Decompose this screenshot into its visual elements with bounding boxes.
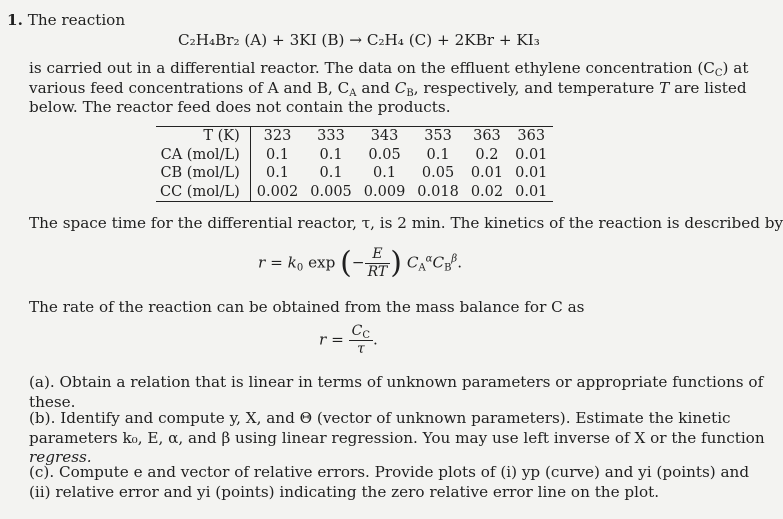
table-cell: 0.002 [250, 183, 304, 202]
table-cell: 333 [304, 127, 358, 146]
plus-sign: + [437, 31, 450, 49]
part-b: (b). Identify and compute y, X, and Θ (vector of unknown parameters). Estimate the kinetic parameters k₀, E, α, and β using linear regression. You may use left inverse of X or the function regress. [29, 409, 765, 466]
product-kbr: 2KBr [454, 31, 495, 49]
table-cell: 0.1 [426, 146, 450, 163]
plus-sign: + [272, 31, 285, 49]
table-row [156, 146, 553, 165]
reactant-a: C₂H₄Br₂ (A) [178, 31, 268, 49]
product-ki3: KI₃ [516, 31, 540, 49]
table-row [156, 183, 553, 202]
table-cell: 0.005 [304, 183, 358, 202]
table-cell: 0.1 [319, 146, 343, 163]
part-c: (c). Compute e and vector of relative errors. Provide plots of (i) yp (curve) and yi (points) and (ii) relative error and yi (points) indicating the zero relative error line on the plot. [29, 463, 750, 501]
row-label: CC (mol/L) [156, 183, 250, 202]
row-label: T (K) [156, 127, 250, 146]
part-a: (a). Obtain a relation that is linear in terms of unknown parameters or appropriate functions of these. [29, 373, 764, 411]
rate-balance-lhs: r = [319, 330, 344, 349]
activation-fraction: $\frac{E}{RT}$ [365, 246, 391, 281]
table-cell: 0.05 [368, 146, 401, 163]
row-label: CA (mol/L) [156, 146, 250, 165]
row-label: CB (mol/L) [156, 164, 250, 183]
table-cell: 343 [358, 127, 412, 146]
rate-equation: $r = k_0$ exp (− $\frac{E}{RT}$ ) $C_A^\alpha C_B^\beta$. [258, 245, 463, 281]
exp-function: exp [308, 253, 336, 272]
table-cell: 0.009 [358, 183, 412, 202]
problem-heading [7, 11, 125, 31]
plus-sign: + [498, 31, 512, 49]
table-cell: 363 [465, 127, 509, 146]
table-cell: 0.05 [421, 165, 455, 181]
reaction-equation [178, 31, 540, 51]
data-table [156, 126, 553, 202]
table-row [156, 127, 553, 146]
problem-heading-text: The reaction [27, 11, 126, 29]
reaction-arrow: → [349, 31, 363, 49]
table-row [156, 164, 553, 183]
table-cell: 0.01 [470, 165, 504, 181]
intro-line-2: various feed concentrations of A and B, $C_A$ and $C_B$, respectively, and temperature T are listed [29, 78, 747, 99]
intro-line-3: below. The reactor feed does not contain the products. [29, 98, 451, 116]
table-cell: 0.1 [265, 146, 290, 163]
rate-lhs: r = k [258, 253, 297, 272]
reactant-b: 3KI (B) [289, 31, 345, 49]
table-cell: 0.018 [411, 183, 465, 202]
table-cell: 0.01 [515, 165, 548, 181]
space-time-text: The space time for the differential reactor, τ, is 2 min. The kinetics of the reaction is described by [29, 214, 783, 232]
table-cell: 363 [509, 127, 553, 146]
intro-line-1: is carried out in a differential reactor. The data on the effluent ethylene concentration $(C_C)$ at [29, 59, 749, 79]
rate-fraction: $\frac{C_C}{\tau}$ [349, 323, 373, 358]
table-cell: 323 [250, 127, 304, 146]
table-cell: 0.1 [319, 165, 343, 181]
rate-balance-equation: r = $\frac{C_C}{\tau}$ . [319, 323, 378, 357]
table-cell: 0.01 [515, 146, 548, 163]
intro-paragraph [29, 59, 749, 118]
table-cell: 0.1 [373, 165, 397, 181]
table-cell: 0.1 [265, 165, 290, 181]
mass-balance-text: The rate of the reaction can be obtained from the mass balance for C as [29, 298, 585, 316]
table-cell: 0.2 [475, 146, 499, 163]
table-cell: 0.01 [509, 183, 553, 202]
problem-number: 1. [7, 11, 23, 29]
product-c: C₂H₄ (C) [366, 31, 433, 49]
table-cell: 353 [411, 127, 465, 146]
table-cell: 0.02 [465, 183, 509, 202]
